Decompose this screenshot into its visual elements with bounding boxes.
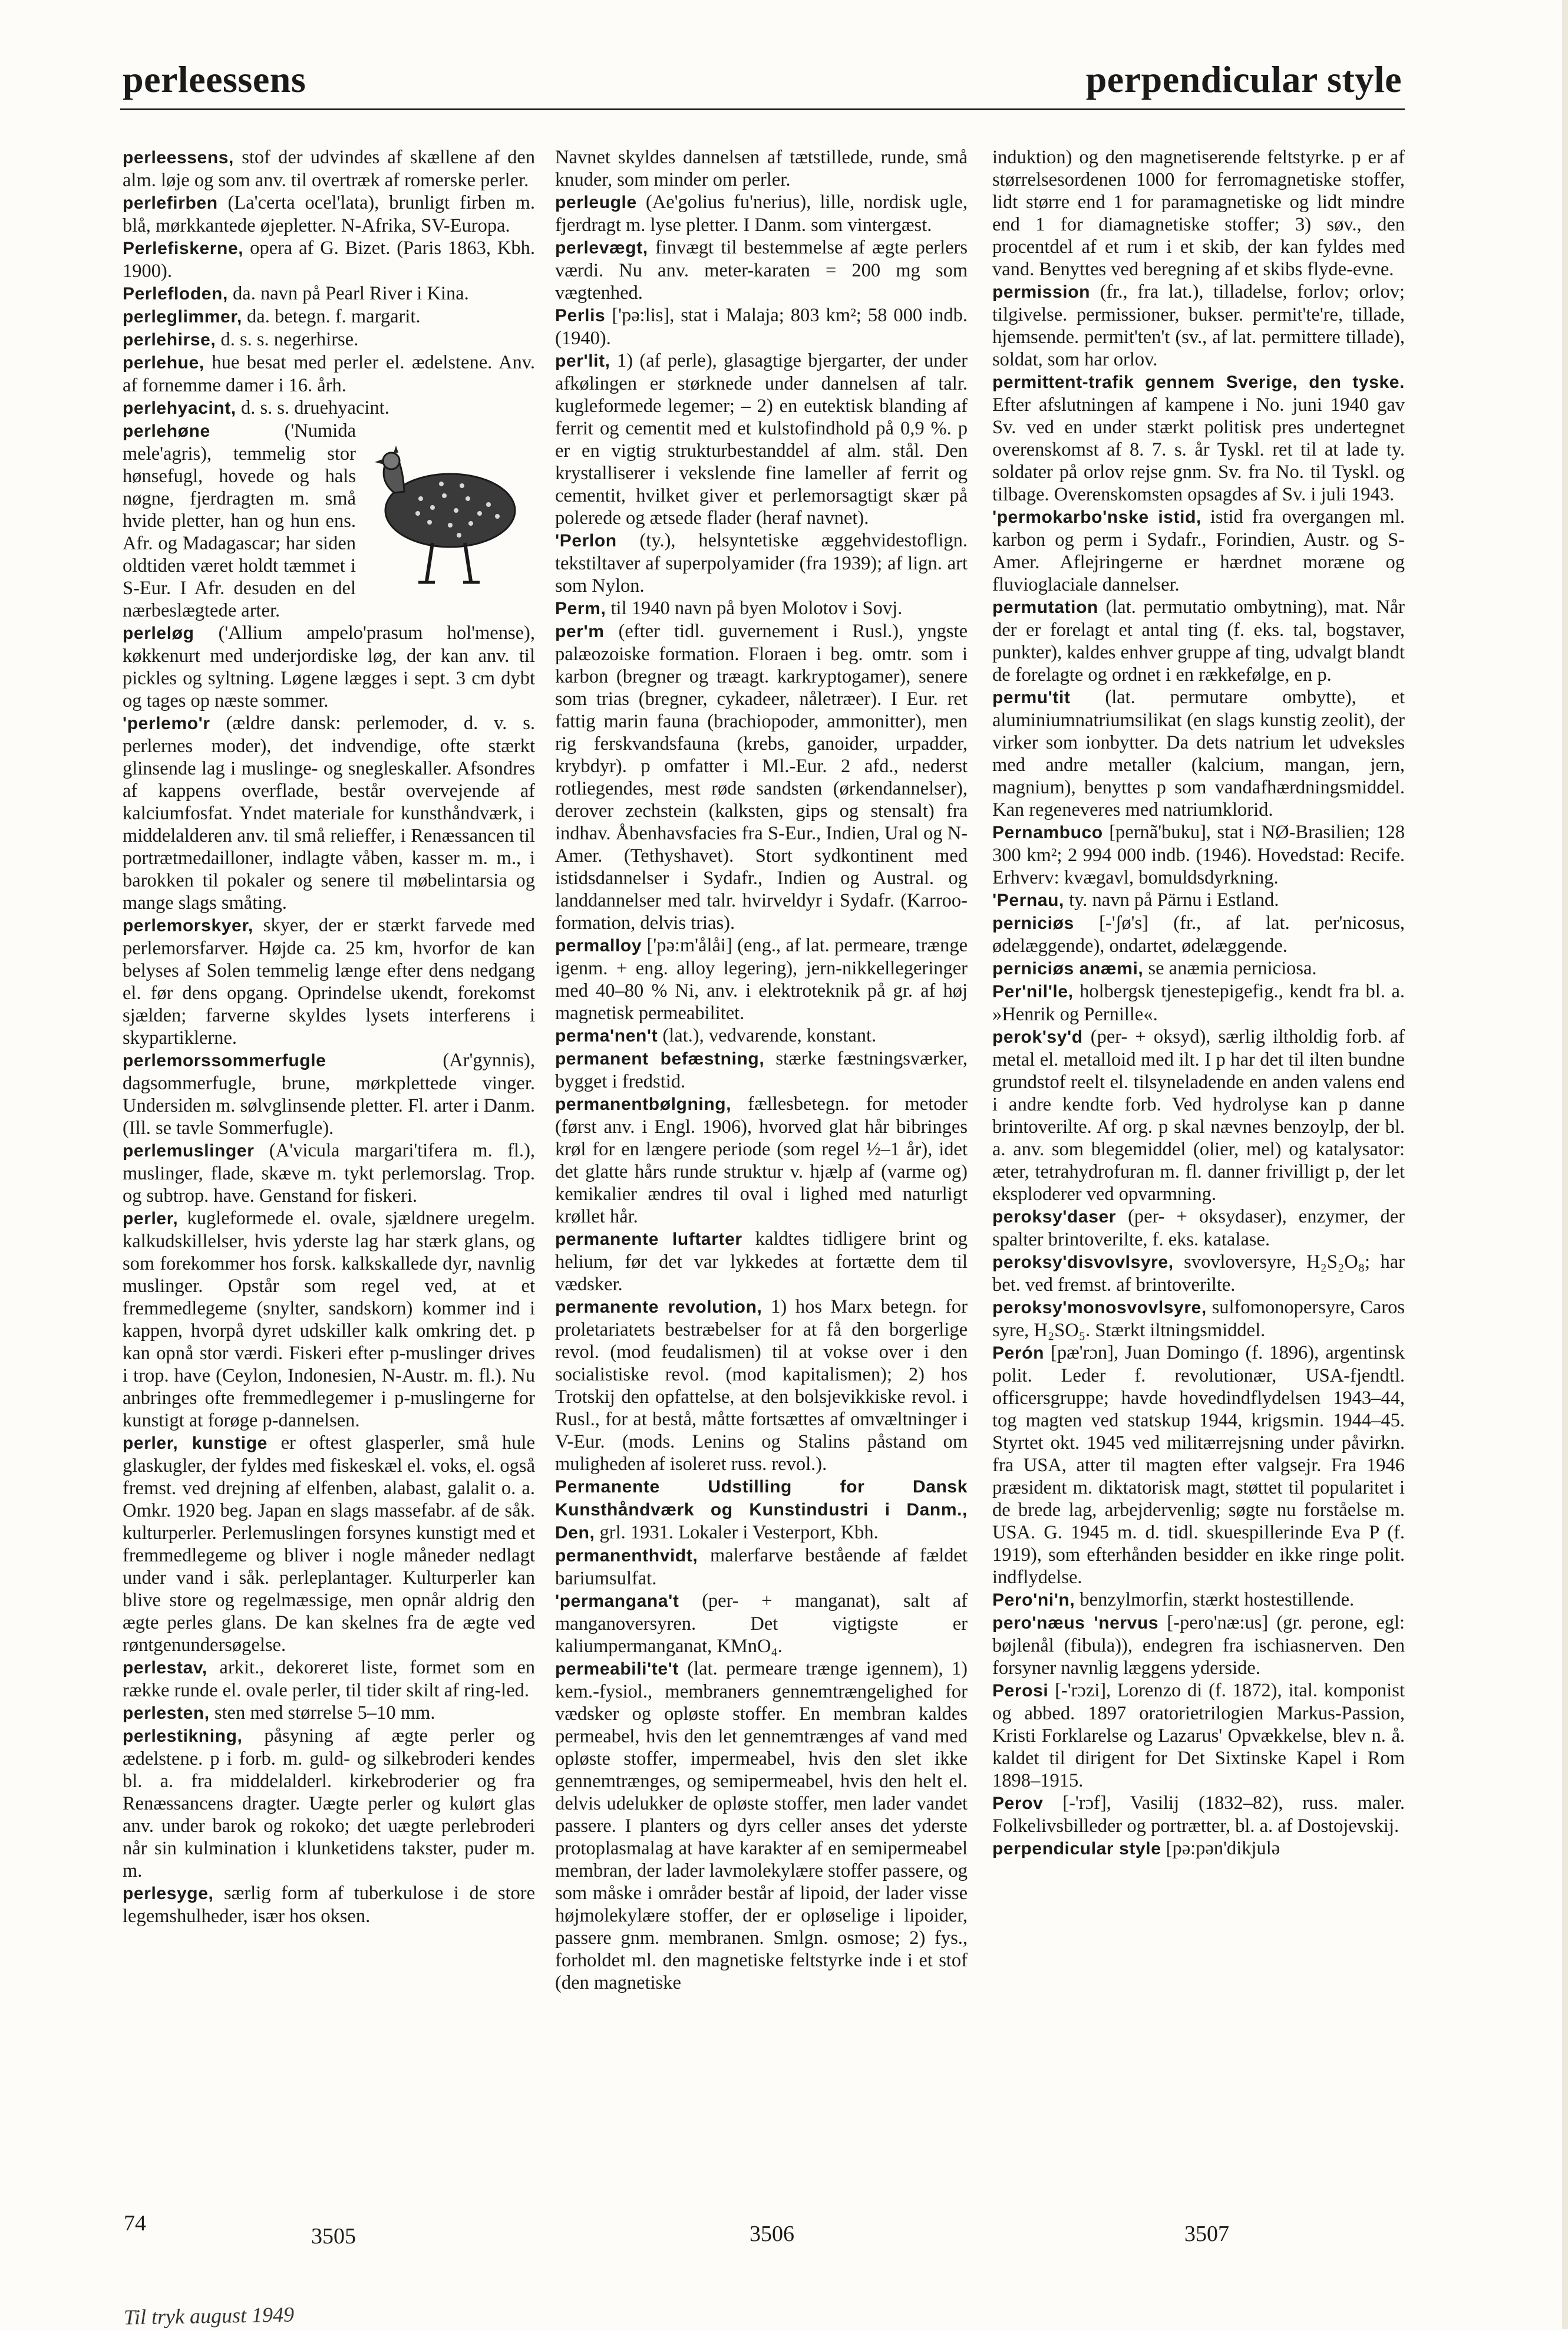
dictionary-entry bbox=[123, 420, 535, 622]
dictionary-entry bbox=[992, 1837, 1405, 1860]
entry-definition: skyer, der er stærkt farvede med perlemorsfarver. Højde ca. 25 km, hvorfor de kan belyses af Solen temmelig længe efter dens nedgang el. før dens opgang. Oprindelse ukendt, forekomst sjælden; farverne skyldes lysets interferens i skypartiklerne. bbox=[123, 915, 536, 1049]
entry-headword: Perm, bbox=[555, 599, 606, 618]
entry-headword: perlemorssommerfugle bbox=[123, 1051, 326, 1070]
dictionary-entry bbox=[555, 1228, 968, 1296]
dictionary-entry bbox=[992, 146, 1405, 281]
entry-definition: holbergsk tjenestepigefig., kendt fra bl. a. »Henrik og Pernille«. bbox=[992, 981, 1405, 1025]
entry-definition: grl. 1931. Lokaler i Vesterport, Kbh. bbox=[599, 1522, 879, 1543]
dictionary-entry bbox=[123, 1207, 535, 1432]
entry-headword: permanenthvidt, bbox=[555, 1546, 698, 1566]
dictionary-entry bbox=[992, 686, 1405, 821]
entry-headword: permeabili'te't bbox=[555, 1659, 679, 1679]
entry-headword: Perlis bbox=[555, 306, 606, 325]
right-running-headword: perpendicular style bbox=[1085, 58, 1402, 100]
dictionary-entry bbox=[555, 934, 968, 1024]
dictionary-entry bbox=[123, 1882, 535, 1927]
entry-headword: Perlefloden, bbox=[123, 284, 228, 304]
dictionary-column-middle bbox=[555, 146, 968, 1994]
entry-headword: 'perlemo'r bbox=[123, 714, 210, 733]
entry-definition: [-'ʃø's] (fr., af lat. per'nicosus, ødelæggende), ondartet, ødelæggende. bbox=[992, 912, 1405, 957]
entry-definition: ('Allium ampelo'prasum hol'mense), køkkenurt med underjordiske løg, der kan anv. til pickles og syltning. Løgene lægges i sept. 3 cm dybt og tages op næste sommer. bbox=[123, 622, 535, 711]
entry-headword: perlehyacint, bbox=[123, 398, 236, 418]
entry-headword: pero'næus 'nervus bbox=[992, 1613, 1159, 1633]
entry-definition: [pə:pən'dikjulə bbox=[1166, 1838, 1280, 1859]
dictionary-entry bbox=[123, 397, 535, 420]
entry-definition: 1) (af perle), glasagtige bjergarter, der under afkølingen er størknede under dannelsen af talr. kugleformede legemer; – 2) en eutektisk blanding af ferrit og cementit med et kulstofindhold på 0,9 %. p er en vigtig strukturbestanddel af alm. stål. Den krystalliserer i vekslende fine lameller af ferrit og cementit, hvilket giver et perlemorsagtigt skær på polerede og ætsede flader (heraf navnet). bbox=[555, 350, 968, 529]
entry-definition: d. s. s. negerhirse. bbox=[220, 329, 359, 350]
dictionary-entry bbox=[992, 821, 1405, 889]
entry-definition: induktion) og den magnetiserende feltstyrke. p er af størrelsesordenen 1000 for ferromagnetiske stoffer, lidt større end 1 for paramagnetiske og lidt mindre end 1 for diamagnetiske stoffer; 3) søv., den procentdel af et rum i et skib, der kan fyldes med vand. Benyttes ved beregning af et skibs flyde-evne. bbox=[992, 147, 1405, 280]
entry-definition: særlig form af tuberkulose i de store legemshulheder, især hos oksen. bbox=[123, 1883, 536, 1927]
dictionary-entry bbox=[123, 237, 535, 282]
dictionary-entry bbox=[992, 889, 1405, 912]
entry-headword: perlefirben bbox=[123, 193, 218, 213]
entry-headword: Perón bbox=[992, 1343, 1045, 1363]
entry-definition: [pernã'buku], stat i NØ-Brasilien; 128 300 km²; 2 994 000 indb. (1946). Hovedstad: Recife. Erhverv: kvægavl, bomuldsdyrkning. bbox=[992, 822, 1405, 888]
entry-definition: (lat.), vedvarende, konstant. bbox=[662, 1025, 877, 1046]
dictionary-entry bbox=[992, 1251, 1405, 1296]
entry-definition: hue besat med perler el. ædelstene. Anv. af fornemme damer i 16. årh. bbox=[123, 352, 535, 396]
dictionary-entry bbox=[123, 1656, 535, 1702]
entry-headword: peroksy'daser bbox=[992, 1207, 1117, 1227]
entry-headword: perleglimmer, bbox=[123, 307, 242, 327]
dictionary-entry bbox=[992, 1342, 1405, 1589]
dictionary-entry bbox=[555, 236, 968, 304]
entry-definition: (ty.), helsyntetiske æggehvidestoflign. tekstiltaver af superpolyamider (fra 1939); af lign. art som Nylon. bbox=[555, 530, 968, 596]
entry-headword: perleugle bbox=[555, 193, 637, 212]
entry-headword: perlesten, bbox=[123, 1703, 210, 1723]
entry-definition: (La'certa ocel'lata), brunligt firben m. blå, mørkkantede øjepletter. N-Afrika, SV-Europa. bbox=[123, 192, 536, 236]
entry-headword: 'permangana't bbox=[555, 1591, 679, 1611]
entry-definition: kugleformede el. ovale, sjældnere uregelm. kalkudskillelser, hvis yderste lag har stærk glans, og som forekommer hos forsk. kalkskallede dyr, navnlig muslinger. Opstår som regel ved, at et fremmedlegeme (snylter, sandskorn) kommer ind i kappen, hvorpå dyret udskiller kalk omkring det. p kan opnå stor værdi. Fiskeri efter p-muslinger drives i trop. have (Ceylon, Indonesien, N-Austr. m. fl.). Nu anbringes ofte fremmedlegemer i p-muslingerne for kunstigt at forøge p-dannelsen. bbox=[123, 1208, 535, 1431]
entry-headword: permanente luftarter bbox=[555, 1230, 742, 1249]
entry-headword: peroksy'disvovlsyre, bbox=[992, 1253, 1174, 1272]
dictionary-entry bbox=[555, 350, 968, 529]
dictionary-entry bbox=[555, 1024, 968, 1047]
entry-headword: perleløg bbox=[123, 624, 194, 643]
entry-headword: perlehue, bbox=[123, 353, 204, 373]
guineafowl-illustration-icon bbox=[362, 422, 539, 599]
entry-headword: perlestav, bbox=[123, 1658, 207, 1678]
entry-definition: (efter tidl. guvernement i Rusl.), yngste palæozoiske formation. Floraen i beg. omtr. som i karbon (bregner og træagt. karkryptogamer), senere som trias (bregner, cykadeer, nåletræer). I Eur. ret fattig marin fauna (brachiopoder, ammonitter), men rig ferskvandsfauna (krebs, ganoider, urpadder, krybdyr). p omfatter i Ml.-Eur. 2 afd., nederst rotliegendes, mest røde sandsten (ørkendannelser), derover zechstein (kalksten, gips og stensalt) fra indhav. Åbenhavsfacies fra S-Eur., Indien, Ural og N-Amer. (Tethyshavet). Stort sydkontinent med istidsdannelser i Sydafr., Indien og Austral. og landdannelser med talr. hvirveldyr i Sydafr. (Karroo-formation, delvis trias). bbox=[555, 621, 968, 934]
column-number-left: 3505 bbox=[311, 2224, 356, 2249]
entry-headword: permu'tit bbox=[992, 688, 1071, 707]
dictionary-entry bbox=[555, 620, 968, 934]
entry-headword: perlehøne bbox=[123, 421, 210, 441]
entry-headword: permittent-trafik gennem Sverige, den tyske. bbox=[992, 373, 1405, 392]
dictionary-entry bbox=[123, 305, 535, 328]
dictionary-entry bbox=[992, 1611, 1405, 1679]
entry-definition: (lat. permutatio ombytning), mat. Når der er forelagt et antal ting (f. eks. tal, bogstaver, punkter), kaldes enhver gruppe af ting, udvalgt blandt de forelagte og ordnet i en rækkefølge, en p. bbox=[992, 596, 1405, 686]
dictionary-entry bbox=[992, 1205, 1405, 1251]
entry-headword: perlemorskyer, bbox=[123, 916, 253, 935]
entry-headword: Pero'ni'n, bbox=[992, 1590, 1075, 1610]
entry-definition: stærke fæstningsværker, bygget i fredstid. bbox=[555, 1048, 968, 1092]
entry-headword: Perosi bbox=[992, 1681, 1049, 1700]
dictionary-entry bbox=[123, 622, 535, 712]
dictionary-entry bbox=[123, 1702, 535, 1725]
entry-headword: permutation bbox=[992, 598, 1098, 617]
dictionary-entry bbox=[123, 712, 535, 914]
entry-definition: stof der udvindes af skællene af den alm. løje og som anv. til overtræk af romerske perler. bbox=[123, 147, 536, 191]
dictionary-entry bbox=[123, 1139, 535, 1207]
dictionary-entry bbox=[555, 304, 968, 350]
dictionary-entry bbox=[992, 957, 1405, 980]
entry-definition: Efter afslutningen af kampene i No. juni 1940 gav Sv. ved en under stærkt politisk pres undertegnet overenskomst af 8. 7. s. år Tyskl. ret til at lade ty. soldater på orlov rejse gnm. Sv. fra No. til Tyskl. og tilbage. Overenskomsten opsagdes af Sv. i juli 1943. bbox=[992, 394, 1405, 505]
entry-definition: (Ar'gynnis), dagsommerfugle, brune, mørkplettede vinger. Undersiden m. sølvglinsende pletter. Fl. arter i Danm. (Ill. se tavle Sommerfugle). bbox=[123, 1050, 535, 1139]
dictionary-entry bbox=[992, 912, 1405, 957]
dictionary-entry bbox=[123, 282, 535, 305]
entry-definition: (per- + oksyd), særlig iltholdig forb. af metal el. metalloid med ilt. I p har det til ilten bundne grundstof reelt el. tilsyneladende en anden valens end i andre kendte forb. Ved hydrolyse kan p danne brintoverilte. Af org. p skal nævnes benzoylp, der bl. a. anv. som blegemiddel (olier, mel) og katalysator: æter, tetrahydrofuran m. fl. danner frivilligt p, der let eksploderer ved opvarmning. bbox=[992, 1026, 1405, 1205]
entry-definition: svovloversyre, H₂S₂O₈; har bet. ved fremst. af brintoverilte. bbox=[992, 1251, 1405, 1296]
entry-headword: perniciøs anæmi, bbox=[992, 959, 1144, 978]
entry-definition: arkit., dekoreret liste, formet som en række runde el. ovale perler, til tider skilt af ring-led. bbox=[123, 1657, 536, 1701]
dictionary-entry bbox=[992, 596, 1405, 686]
entry-definition: (Ae'golius fu'nerius), lille, nordisk ugle, fjerdragt m. lyse pletter. I Danm. som vintergæst. bbox=[555, 192, 968, 236]
entry-definition: 1) hos Marx betegn. for proletariatets bestræbelser for at få den borgerlige revol. (mod feudalismen) til at vokse over i den socialistiske revol. (mod kapitalismen); 2) hos Trotskij den opfattelse, at den bolsjevikkiske revol. i Rusl., for at bestå, måtte fortsættes af omvæltninger i V-Eur. (mods. Lenins og Stalins påstand om muligheden af isoleret russ. revol.). bbox=[555, 1296, 968, 1475]
entry-headword: 'Perlon bbox=[555, 531, 617, 551]
entry-definition: [-'rɔf], Vasilij (1832–82), russ. maler. Folkelivsbilleder og portrætter, bl. a. af Dostojevskij. bbox=[992, 1792, 1405, 1837]
dictionary-entry bbox=[555, 1590, 968, 1657]
entry-headword: perler, bbox=[123, 1209, 179, 1228]
dictionary-entry bbox=[555, 191, 968, 236]
entry-definition: sten med størrelse 5–10 mm. bbox=[214, 1702, 435, 1723]
dictionary-entry bbox=[123, 146, 535, 192]
entry-definition: kaldtes tidligere brint og helium, før det var lykkedes at fortætte dem til vædsker. bbox=[555, 1228, 968, 1295]
entry-headword: Permanente Udstilling for Dansk Kunsthåndværk og Kunstindustri i Danm., Den, bbox=[555, 1477, 968, 1543]
entry-definition: [-'rɔzi], Lorenzo di (f. 1872), ital. komponist og abbed. 1897 oratorietrilogien Markus-Passion, Kristi Forklarelse og Lazarus' Opvækkelse, blev n. å. kaldet til dirigent for Det Sixtinske Kapel i Rom 1898–1915. bbox=[992, 1680, 1405, 1791]
entry-definition: (lat. permutare ombytte), et aluminiumnatriumsilikat (en slags kunstig zeolit), der virker som ionbytter. Da dets natrium let udveksles med andre metaller (kalcium, mangan, jern, magnium), benyttes p som vandafhærdningsmiddel. Kan regeneveres med natriumklorid. bbox=[992, 687, 1405, 820]
entry-definition: (ældre dansk: perlemoder, d. v. s. perlernes moder), det indvendige, ofte stærkt glinsende lag i muslinge- og snegleskaller. Afsondres af kappens overflade, består overvejende af kalciumfosfat. Yndet materiale for kunsthåndværk, i middelalderen anv. til små relieffer, i Renæssancen til portrætmedailloner, indlagte våben, kasser m. m., i barokken til pokaler og senere til møbelintarsia og mange slags småting. bbox=[123, 713, 535, 914]
entry-definition: (per- + oksydaser), enzymer, der spalter brintoverilte, f. eks. katalase. bbox=[992, 1206, 1405, 1250]
entry-headword: permission bbox=[992, 282, 1091, 302]
entry-headword: peroksy'monosvovlsyre, bbox=[992, 1298, 1207, 1317]
column-number-middle: 3506 bbox=[750, 2222, 794, 2246]
entry-headword: perlemuslinger bbox=[123, 1141, 255, 1161]
entry-headword: perleessens, bbox=[123, 148, 234, 167]
entry-definition: d. s. s. druehyacint. bbox=[241, 397, 389, 418]
handwritten-note: Til tryk august 1949 bbox=[123, 2302, 295, 2329]
entry-headword: 'permokarbo'nske istid, bbox=[992, 507, 1201, 527]
dictionary-entry bbox=[992, 1296, 1405, 1342]
entry-headword: Perlefiskerne, bbox=[123, 239, 244, 258]
dictionary-entry bbox=[555, 1544, 968, 1590]
entry-headword: perniciøs bbox=[992, 914, 1074, 933]
dictionary-entry bbox=[992, 1792, 1405, 1837]
entry-definition: da. navn på Pearl River i Kina. bbox=[233, 283, 469, 304]
entry-headword: per'm bbox=[555, 622, 605, 641]
column-number-right: 3507 bbox=[1184, 2222, 1229, 2246]
entry-headword: per'lit, bbox=[555, 351, 610, 371]
entry-definition: da. betegn. f. margarit. bbox=[247, 306, 421, 327]
entry-headword: Per'nil'le, bbox=[992, 982, 1074, 1001]
entry-definition: (fr., fra lat.), tilladelse, forlov; orlov; tilgivelse. permissioner, bukser. permit'te're, tillade, hjemsende. permit'ten't (sv., af lat. permittere tillade), soldat, som har orlov. bbox=[992, 281, 1405, 370]
entry-headword: 'Pernau, bbox=[992, 891, 1064, 910]
entry-definition: istid fra overgangen ml. karbon og perm i Sydafr., Forindien, Austr. og S-Amer. Aflejringerne er hærdnet moræne og fluvioglaciale dannelser. bbox=[992, 506, 1405, 595]
dictionary-entry bbox=[123, 328, 535, 351]
entry-definition: er oftest glasperler, små hule glaskugler, der fyldes med fiskeskæl el. voks, el. også fremst. ved drejning af elfenben, alabast, galalit o. a. Omkr. 1920 beg. Japan en slags massefabr. af de såk. kulturperler. Perlemuslingen forsynes kunstigt med et fremmedlegeme og bliver i nogle måneder nedlagt under vand i såk. perleplantager. Kulturperler kan blive store og regelmæssige, men opnår aldrig den ægte perles glans. De kan skelnes fra de ægte ved røntgenundersøgelse. bbox=[123, 1432, 536, 1656]
dictionary-entry bbox=[123, 1725, 535, 1882]
entry-definition: (A'vicula margari'tifera m. fl.), muslinger, flade, skæve m. tykt perlemorslag. Trop. og subtrop. have. Genstand for fiskeri. bbox=[123, 1140, 536, 1207]
dictionary-entry bbox=[555, 529, 968, 597]
entry-definition: opera af G. Bizet. (Paris 1863, Kbh. 1900). bbox=[123, 238, 536, 282]
page-number: 74 bbox=[124, 2211, 146, 2236]
dictionary-entry bbox=[992, 1026, 1405, 1205]
dictionary-entry bbox=[123, 1049, 535, 1139]
dictionary-column-left bbox=[123, 146, 535, 1927]
dictionary-entry bbox=[123, 1432, 535, 1656]
entry-headword: perlestikning, bbox=[123, 1726, 243, 1746]
dictionary-entry bbox=[992, 506, 1405, 596]
entry-headword: permalloy bbox=[555, 936, 642, 955]
dictionary-entry bbox=[992, 1679, 1405, 1792]
dictionary-entry bbox=[992, 1589, 1405, 1611]
entry-definition: Navnet skyldes dannelsen af tætstillede, runde, små knuder, som minder om perler. bbox=[555, 147, 968, 190]
entry-headword: perok'sy'd bbox=[992, 1027, 1083, 1047]
entry-headword: perler, kunstige bbox=[123, 1433, 268, 1453]
entry-definition: malerfarve bestående af fældet bariumsulfat. bbox=[555, 1545, 968, 1589]
entry-definition: (per- + manganat), salt af manganoversyren. Det vigtigste er kaliumpermanganat, KMnO₄. bbox=[555, 1590, 968, 1657]
dictionary-entry bbox=[555, 1296, 968, 1475]
entry-definition: ['pə:lis], stat i Malaja; 803 km²; 58 000 indb. (1940). bbox=[555, 305, 968, 349]
entry-definition: ('Numida mele'agris), temmelig stor hønsefugl, hovede og hals nøgne, fjerdragten m. små hvide pletter, han og hun ens. Afr. og Madagascar; har siden oldtiden været holdt tæmmet i S-Eur. I Afr. desuden en del nærbeslægtede arter. bbox=[123, 420, 356, 621]
entry-definition: påsyning af ægte perler og ædelstene. p i forb. m. guld- og silkebroderi kendes bl. a. fra middelalderl. kirkebroderier og fra Renæssancens dragter. Uægte perler og kulørt glas anv. under barok og rokoko; det uægte perlebroderi når sin kulmination i klunketidens takster, puder m. m. bbox=[123, 1725, 535, 1881]
dictionary-entry bbox=[123, 914, 535, 1049]
header-rule bbox=[120, 108, 1405, 110]
entry-definition: ['pə:m'ålåi] (eng., af lat. permeare, trænge igenm. + eng. alloy legering), jern-nikkellegeringer med 40–80 % Ni, anv. i elektroteknik på gr. af høj magnetisk permeabilitet. bbox=[555, 935, 968, 1024]
entry-definition: (lat. permeare trænge igennem), 1) kem.-fysiol., membraners gennemtrængelighed for vædsker og opløste stoffer. En membran kaldes permeabel, hvis den let gennemtrænges af vand med opløste stoffer, impermeabel, hvis den slet ikke gennemtrænges, og semipermeabel, hvis den helt el. delvis udelukker de opløste stoffer, men lader vandet passere. I planters og dyrs celler anses det yderste protoplasmalag at have karakter af en semipermeabel membran, der lader lavmolekylære stoffer passere, og som måske i områder består af lipoid, der lader visse højmolekylære stoffer, der er opløselige i lipoider, passere gnm. membranen. Smlgn. osmose; 2) fys., forholdet ml. den magnetiske feltstyrke inde i et stof (den magnetiske bbox=[555, 1658, 968, 1993]
dictionary-entry bbox=[992, 371, 1405, 506]
entry-headword: perpendicular style bbox=[992, 1839, 1161, 1858]
entry-definition: til 1940 navn på byen Molotov i Sovj. bbox=[610, 598, 903, 619]
entry-definition: benzylmorfin, stærkt hostestillende. bbox=[1080, 1589, 1355, 1610]
entry-headword: permanente revolution, bbox=[555, 1297, 762, 1317]
dictionary-entry bbox=[555, 1093, 968, 1228]
dictionary-entry bbox=[992, 980, 1405, 1026]
dictionary-entry bbox=[123, 192, 535, 237]
dictionary-entry bbox=[555, 1657, 968, 1994]
entry-headword: Perov bbox=[992, 1794, 1044, 1813]
entry-headword: perma'nen't bbox=[555, 1026, 658, 1046]
entry-definition: [-pero'næ:us] (gr. perone, egl: bøjlenål (fibula)), endegren fra ischiasnerven. Den forsyner navnlig læggens yderside. bbox=[992, 1612, 1405, 1679]
entry-headword: permanent befæstning, bbox=[555, 1049, 765, 1069]
dictionary-entry bbox=[555, 1475, 968, 1544]
entry-definition: sulfomonopersyre, Caros syre, H₂SO₅. Stærkt iltningsmiddel. bbox=[992, 1297, 1405, 1341]
entry-definition: se anæmia perniciosa. bbox=[1148, 958, 1317, 979]
dictionary-entry bbox=[555, 1047, 968, 1093]
dictionary-entry bbox=[555, 597, 968, 620]
dictionary-column-right bbox=[992, 146, 1405, 1860]
dictionary-entry bbox=[123, 351, 535, 397]
entry-definition: finvægt til bestemmelse af ægte perlers værdi. Nu anv. meter-karaten = 200 mg som vægtenhed. bbox=[555, 237, 968, 304]
left-running-headword: perleessens bbox=[123, 58, 306, 100]
entry-definition: [pæ'rɔn], Juan Domingo (f. 1896), argentinsk polit. Leder f. revolutionær, USA-fjendtl. officersgruppe; havde hovedindflydelsen 1943–44, tog magten ved statskup 1944, krigsmin. 1944–45. Styrtet okt. 1945 ved militærrejsning under påvirkn. fra USA, atter til magten efter valgsejr. Fra 1946 præsident m. diktatorisk magt, støttet til popularitet i de brede lag, arbejdervenlig; søgte nu forståelse m. USA. G. 1945 m. d. tidl. skuespillerinde Eva P (f. 1919), som efterhånden besidder en ikke ringe polit. indflydelse. bbox=[992, 1342, 1405, 1588]
entry-headword: perlevægt, bbox=[555, 238, 648, 258]
dictionary-entry bbox=[555, 146, 968, 191]
dictionary-entry bbox=[992, 281, 1405, 371]
entry-definition: fællesbetegn. for metoder (først anv. i Engl. 1906), hvorved glat hår bibringes krøl for en længere periode (som regel ½–1 år), idet det glatte hårs runde struktur v. hjælp af (varme og) kemikalier ændres til oval i lighed med naturligt krøllet hår. bbox=[555, 1093, 968, 1227]
entry-headword: perlehirse, bbox=[123, 330, 216, 350]
entry-headword: Pernambuco bbox=[992, 823, 1103, 842]
entry-headword: permanentbølgning, bbox=[555, 1095, 732, 1114]
entry-headword: perlesyge, bbox=[123, 1884, 214, 1903]
entry-definition: ty. navn på Pärnu i Estland. bbox=[1069, 889, 1279, 911]
